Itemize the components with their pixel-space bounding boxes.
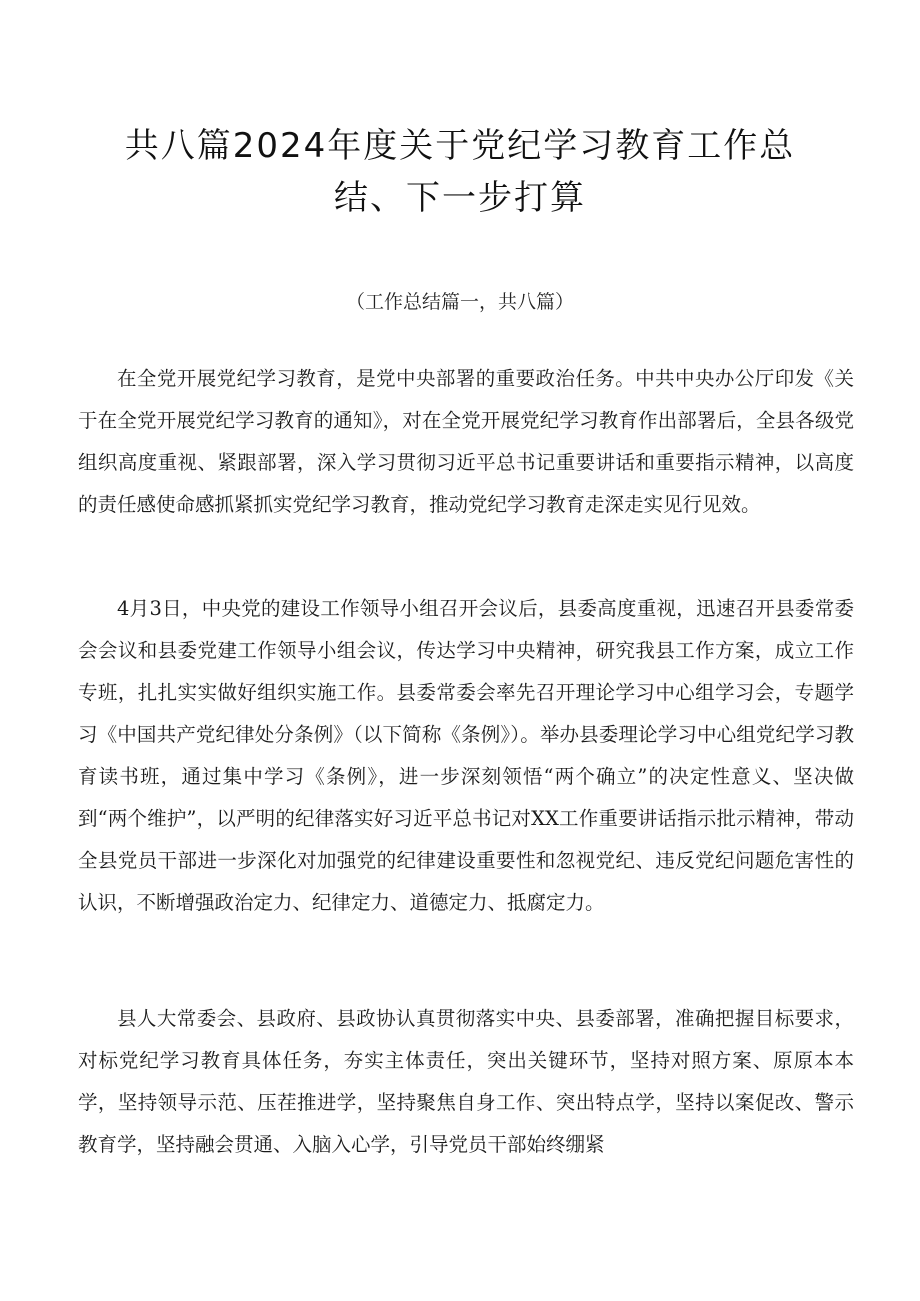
paragraph-1: 在全党开展党纪学习教育，是党中央部署的重要政治任务。中共中央办公厅印发《关于在全党开展党纪学习教育的通知》，对在全党开展党纪学习教育作出部署后，全县各级党组织高度重视、紧跟部署，深入学习贯彻习近平总书记重要讲话和重要指示精神，以高度的责任感使命感抓紧抓实党纪学习教育，推动党纪学习教育走深走实见行见效。 bbox=[78, 366, 854, 516]
document-subtitle: （工作总结篇一，共八篇） bbox=[345, 291, 574, 313]
paragraph-2: 4月3日，中央党的建设工作领导小组召开会议后，县委高度重视，迅速召开县委常委会会议和县委党建工作领导小组会议，传达学习中央精神，研究我县工作方案，成立工作专班，扎扎实实做好组织实施工作。县委常委会率先召开理论学习中心组学习会，专题学习《中国共产党纪律处分条例》（以下简称《条例》）。举办县委理论学习中心组党纪学习教育读书班，通过集中学习《条例》，进一步深刻领悟“两个确立”的决定性意义、坚决做到“两个维护”，以严明的纪律落实好习近平总书记对XX工作重要讲话指示批示精神，带动全县党员干部进一步深化对加强党的纪律建设重要性和忽视党纪、违反党纪问题危害性的认识，不断增强政治定力、纪律定力、道德定力、抵腐定力。 bbox=[78, 596, 854, 914]
paragraph-3: 县人大常委会、县政府、县政协认真贯彻落实中央、县委部署，准确把握目标要求，对标党纪学习教育具体任务，夯实主体责任，突出关键环节，坚持对照方案、原原本本学，坚持领导示范、压茬推进学，坚持聚焦自身工作、突出特点学，坚持以案促改、警示教育学，坚持融会贯通、入脑入心学，引导党员干部始终绷紧 bbox=[78, 1006, 854, 1156]
document-title: 共八篇2024年度关于党纪学习教育工作总结、下一步打算 bbox=[124, 126, 796, 218]
